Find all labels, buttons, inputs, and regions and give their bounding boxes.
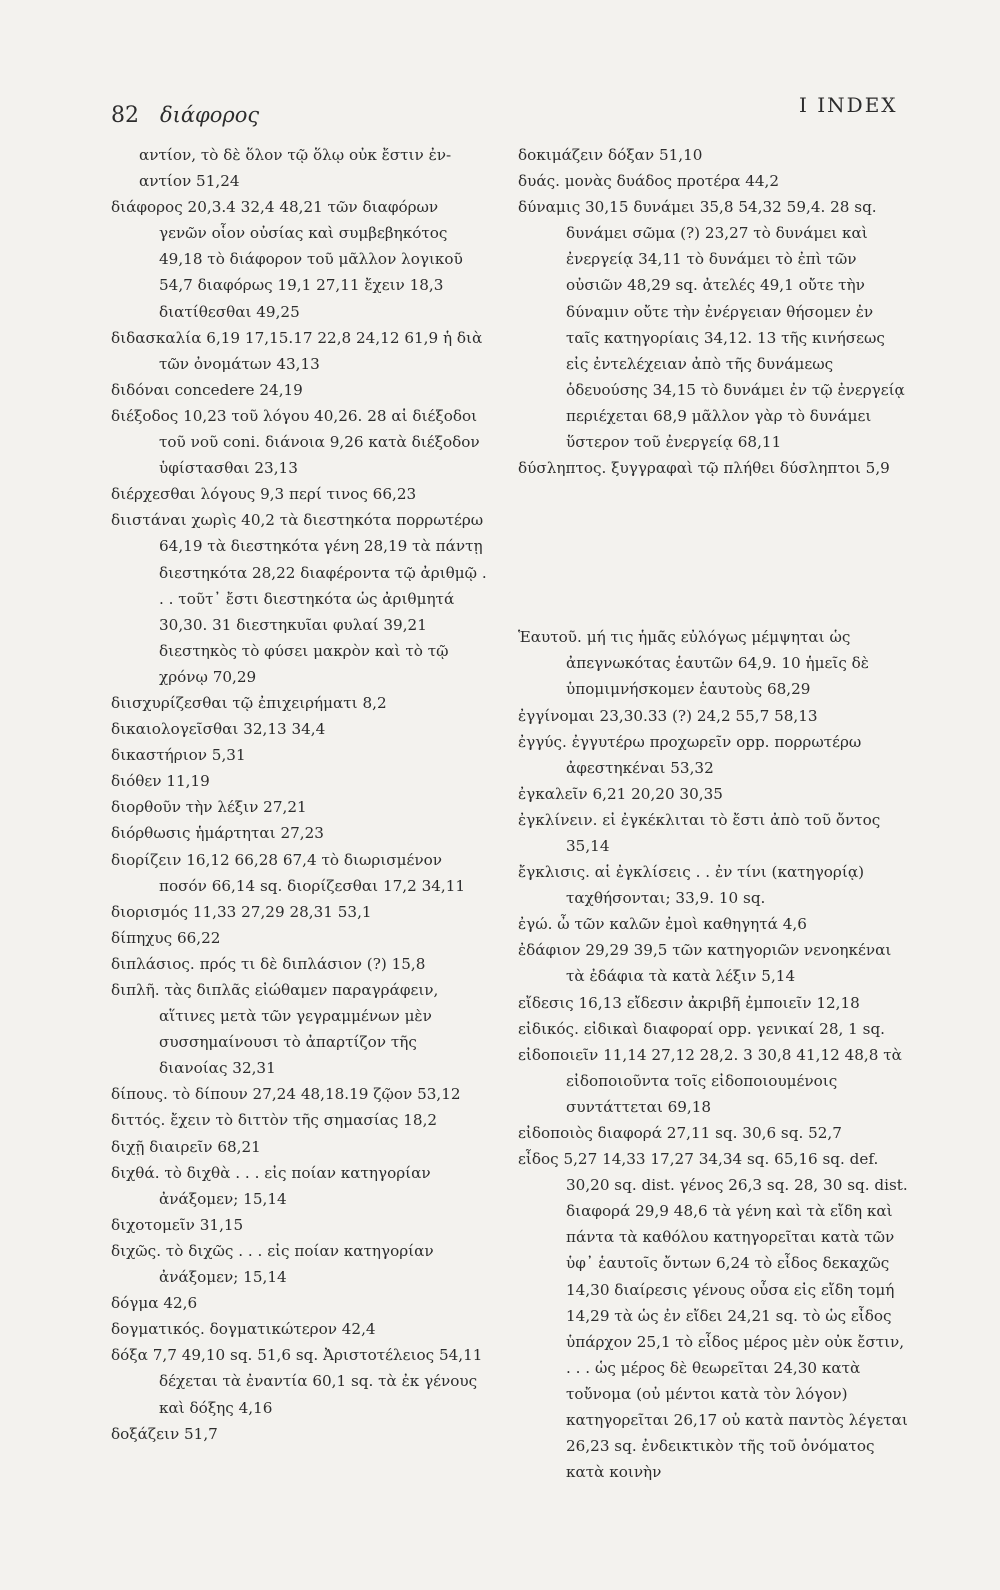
index-entry: δικαστήριον 5,31 xyxy=(111,746,246,765)
index-entry: δυάς. μονὰς δυάδος προτέρα 44,2 xyxy=(518,172,780,191)
index-entry: διχοτομεῖν 31,15 xyxy=(111,1215,244,1234)
index-entry: εἰδοποιεῖν 11,14 27,12 28,2. 3 30,8 41,12 48,8 τὰ εἰδοποιοῦντα τοῖς εἰδοποιουμένοις συντάττεται 69,18 xyxy=(518,1045,902,1116)
index-entry: διόθεν 11,19 xyxy=(111,772,210,791)
index-entry: δύναμις 30,15 δυνάμει 35,8 54,32 59,4. 28 sq. δυνάμει σῶμα (?) 23,27 τὸ δυνάμει καὶ ἐνεργείᾳ 34,11 τὸ δυνάμει τὸ ἐπὶ τῶν οὐσιῶν 48,29 sq. ἀτελές 49,1 οὔτε τὴν δύναμιν οὔτε τὴν ἐνέργειαν θήσομεν ἐν ταῖς κατηγορίαις 34,12. 13 τῆς κινήσεως εἰς ἐντελέχειαν ἀπὸ τῆς δυνάμεως ὁδευούσης 34,15 τὸ δυνάμει ἐν τῷ ἐνεργείᾳ περιέχεται 68,9 μᾶλλον γὰρ τὸ δυνάμει ὕστερον τοῦ ἐνεργείᾳ 68,11 xyxy=(518,198,905,452)
left-index-column xyxy=(111,142,489,1447)
index-entry: διχῇ διαιρεῖν 68,21 xyxy=(111,1137,261,1156)
index-entry: ἐγγύς. ἐγγυτέρω προχωρεῖν opp. πορρωτέρω ἀφεστηκέναι 53,32 xyxy=(518,732,862,777)
index-entry: αντίον, τὸ δὲ ὅλον τῷ ὅλῳ οὐκ ἔστιν ἐν- xyxy=(139,146,452,164)
index-entry: εἰδοποιὸς διαφορά 27,11 sq. 30,6 sq. 52,7 xyxy=(518,1124,842,1142)
index-entry: ἐγκλίνειν. εἰ ἐγκέκλιται τὸ ἔστι ἀπὸ τοῦ ὄντος 35,14 xyxy=(518,810,881,855)
index-entry: δύσληπτος. ξυγγραφαὶ τῷ πλήθει δύσληπτοι 5,9 xyxy=(518,459,890,478)
index-entry: ἐγκαλεῖν 6,21 20,20 30,35 xyxy=(518,784,723,803)
index-entry: δόξα 7,7 49,10 sq. 51,6 sq. Ἀριστοτέλειος 54,11 δέχεται τὰ ἐναντία 60,1 sq. τὰ ἐκ γένους καὶ δόξης 4,16 xyxy=(111,1346,483,1417)
index-entry: ἐδάφιον 29,29 39,5 τῶν κατηγοριῶν νενοηκέναι τὰ ἐδάφια τὰ κατὰ λέξιν 5,14 xyxy=(518,941,892,986)
index-entry: διδασκαλία 6,19 17,15.17 22,8 24,12 61,9 ἡ διὰ τῶν ὀνομάτων 43,13 xyxy=(111,328,483,373)
column-gap xyxy=(518,481,911,624)
index-entry: διισχυρίζεσθαι τῷ ἐπιχειρήματι 8,2 xyxy=(111,693,387,712)
index-entry: δόγμα 42,6 xyxy=(111,1294,198,1313)
index-entry: διέρχεσθαι λόγους 9,3 περί τινος 66,23 xyxy=(111,485,417,504)
index-entry: διχῶς. τὸ διχῶς . . . εἰς ποίαν κατηγορίαν ἀνάξομεν; 15,14 xyxy=(111,1241,434,1287)
running-head-word: διάφορος xyxy=(160,103,260,127)
index-entry: διττός. ἔχειν τὸ διττὸν τῆς σημασίας 18,2 xyxy=(111,1111,438,1130)
index-entry: διπλάσιος. πρός τι δὲ διπλάσιον (?) 15,8 xyxy=(111,954,426,973)
index-entry: Ἑαυτοῦ. μή τις ἡμᾶς εὐλόγως μέμψηται ὡς ἀπεγνωκότας ἑαυτῶν 64,9. 10 ἡμεῖς δὲ ὑπομιμνήσκομεν ἑαυτοὺς 68,29 xyxy=(518,628,869,699)
index-entry: διχθά. τὸ διχθὰ . . . εἰς ποίαν κατηγορίαν ἀνάξομεν; 15,14 xyxy=(111,1163,431,1208)
index-entry: διορισμός 11,33 27,29 28,31 53,1 xyxy=(111,902,372,921)
index-entry: διπλῆ. τὰς διπλᾶς εἰώθαμεν παραγράφειν, αἵτινες μετὰ τῶν γεγραμμένων μὲν συσσημαίνουσι τὸ ἀπαρτίζον τῆς διανοίας 32,31 xyxy=(111,981,439,1078)
index-entry: δογματικός. δογματικώτερον 42,4 xyxy=(111,1320,376,1339)
index-entry: ἐγώ. ὦ τῶν καλῶν ἐμοὶ καθηγητά 4,6 xyxy=(518,915,807,934)
index-entry: διορίζειν 16,12 66,28 67,4 τὸ διωρισμένον ποσόν 66,14 sq. διορίζεσθαι 17,2 34,11 xyxy=(111,850,466,895)
index-entry: ἐγγίνομαι 23,30.33 (?) 24,2 55,7 58,13 xyxy=(518,706,818,725)
index-entry: διορθοῦν τὴν λέξιν 27,21 xyxy=(111,798,307,817)
right-index-column xyxy=(518,142,911,1485)
index-entry: διέξοδος 10,23 τοῦ λόγου 40,26. 28 αἱ διέξοδοι τοῦ νοῦ coni. διάνοια 9,26 κατὰ διέξοδον ὑφίστασθαι 23,13 xyxy=(111,406,480,478)
page-number: 82 xyxy=(111,103,139,128)
index-entry: διόρθωσις ἡμάρτηται 27,23 xyxy=(111,824,324,843)
index-entry: δίπηχυς 66,22 xyxy=(111,928,221,947)
index-entry: δοκιμάζειν δόξαν 51,10 xyxy=(518,146,703,164)
index-entry: διάφορος 20,3.4 32,4 48,21 τῶν διαφόρων γενῶν οἷον οὐσίας καὶ συμβεβηκότος 49,18 τὸ διάφορον τοῦ μᾶλλον λογικοῦ 54,7 διαφόρως 19,1 27,11 ἔχειν 18,3 διατίθεσθαι 49,25 xyxy=(111,198,463,321)
index-entry: δικαιολογεῖσθαι 32,13 34,4 xyxy=(111,720,326,739)
section-title: I INDEX xyxy=(799,93,898,117)
index-entry: εἶδος 5,27 14,33 17,27 34,34 sq. 65,16 sq. def. 30,20 sq. dist. γένος 26,3 sq. 28, 30 sq. dist. διαφορά 29,9 48,6 τὰ γένη καὶ τὰ εἴδη καὶ πάντα τὰ καθόλου κατηγορεῖται κατὰ τῶν ὑφ᾽ ἑαυτοῖς ὄντων 6,24 τὸ εἶδος δεκαχῶς 14,30 διαίρεσις γένους οὖσα εἰς εἴδη τομή 14,29 τὰ ὡς ἐν εἴδει 24,21 sq. τὸ ὡς εἶδος ὑπάρχον 25,1 τὸ εἶδος μέρος μὲν οὐκ ἔστιν, . . . ὡς μέρος δὲ θεωρεῖται 24,30 κατὰ τοὔνομα (οὐ μέντοι κατὰ τὸν λόγον) κατηγορεῖται 26,17 οὐ κατὰ παντὸς λέγεται 26,23 sq. ἐνδεικτικὸν τῆς τοῦ ὀνόματος κατὰ κοινὴν xyxy=(518,1150,908,1482)
index-entry: δίπους. τὸ δίπουν 27,24 48,18.19 ζῷον 53,12 xyxy=(111,1085,461,1104)
index-entry: εἰδικός. εἰδικαὶ διαφοραί opp. γενικαί 28, 1 sq. xyxy=(518,1019,885,1038)
index-entry: διδόναι concedere 24,19 xyxy=(111,380,303,399)
right-column-top-entries xyxy=(518,142,911,481)
index-entry: ἔγκλισις. αἱ ἐγκλίσεις . . ἐν τίνι (κατηγορίᾳ) ταχθήσονται; 33,9. 10 sq. xyxy=(518,863,864,908)
index-entry: εἴδεσις 16,13 εἴδεσιν ἀκριβῆ ἐμποιεῖν 12,18 xyxy=(518,993,860,1012)
index-entry: αντίον 51,24 xyxy=(139,172,240,191)
index-entry: διιστάναι χωρὶς 40,2 τὰ διεστηκότα πορρωτέρω 64,19 τὰ διεστηκότα γένη 28,19 τὰ πάντῃ διεστηκότα 28,22 διαφέροντα τῷ ἀριθμῷ . . . τοῦτ᾽ ἔστι διεστηκότα ὡς ἀριθμητά 30,30. 31 διεστηκυῖαι φυλαί 39,21 διεστηκὸς τὸ φύσει μακρὸν καὶ τὸ τῷ χρόνῳ 70,29 xyxy=(111,511,487,686)
right-column-bottom-entries xyxy=(518,624,911,1485)
index-entry: δοξάζειν 51,7 xyxy=(111,1424,218,1443)
